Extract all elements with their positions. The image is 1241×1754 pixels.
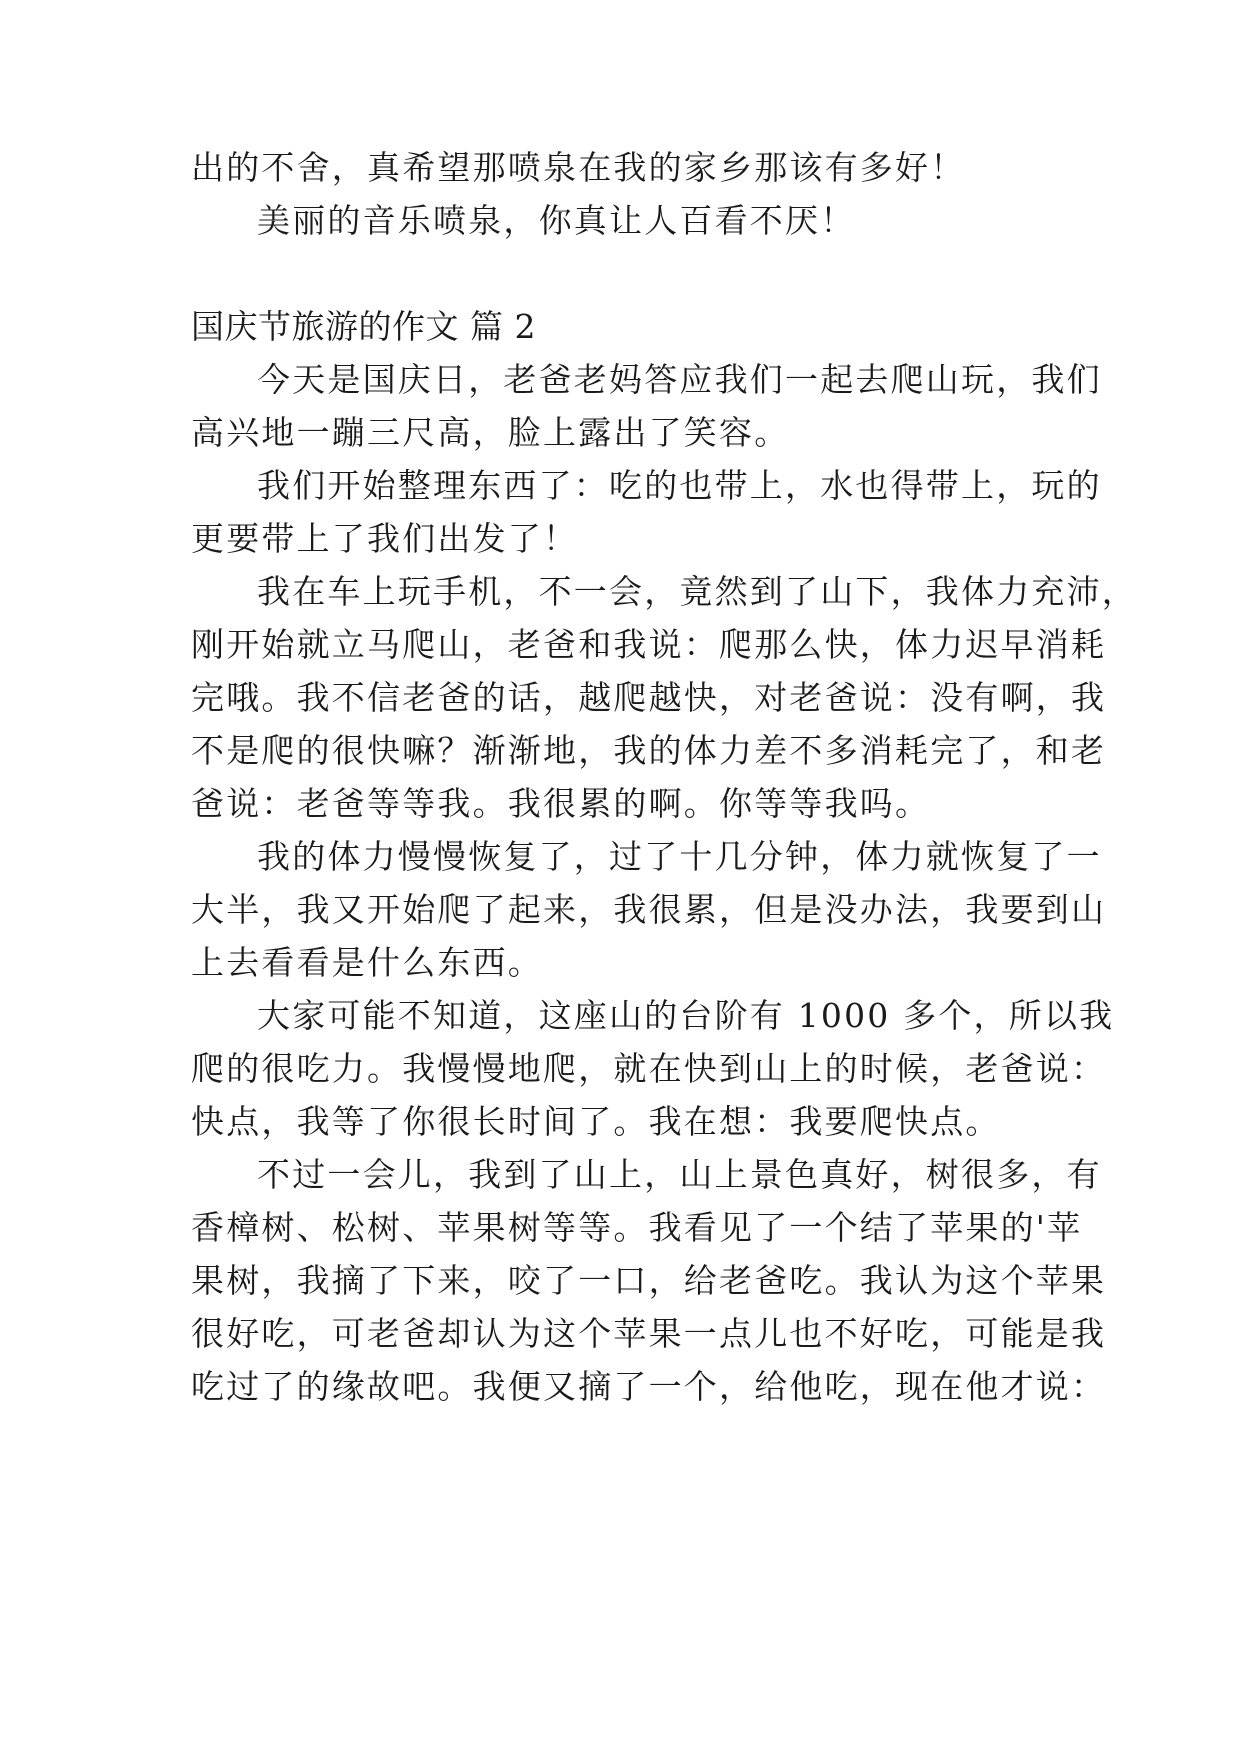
paragraph-line: 我们开始整理东西了：吃的也带上，水也得带上，玩的 [257, 466, 1102, 505]
paragraph-line: 爬的很吃力。我慢慢地爬，就在快到山上的时候，老爸说： [191, 1049, 1107, 1088]
paragraph-line: 高兴地一蹦三尺高，脸上露出了笑容。 [191, 413, 790, 452]
paragraph-line: 香樟树、松树、苹果树等等。我看见了一个结了苹果的'苹 [191, 1208, 1083, 1247]
paragraph-line: 快点，我等了你很长时间了。我在想：我要爬快点。 [191, 1102, 1001, 1141]
paragraph-line: 完哦。我不信老爸的话，越爬越快，对老爸说：没有啊，我 [191, 678, 1107, 717]
paragraph-line: 出的不舍，真希望那喷泉在我的家乡那该有多好！ [191, 148, 966, 187]
paragraph-line: 美丽的音乐喷泉，你真让人百看不厌！ [257, 201, 856, 240]
paragraph-line: 我在车上玩手机，不一会，竟然到了山下，我体力充沛， [257, 572, 1137, 611]
paragraph-line: 大半，我又开始爬了起来，我很累，但是没办法，我要到山 [191, 890, 1107, 929]
paragraph-line: 吃过了的缘故吧。我便又摘了一个，给他吃，现在他才说： [191, 1367, 1107, 1406]
paragraph-line: 今天是国庆日，老爸老妈答应我们一起去爬山玩，我们 [257, 360, 1102, 399]
paragraph-line: 刚开始就立马爬山，老爸和我说：爬那么快，体力迟早消耗 [191, 625, 1107, 664]
paragraph-line: 不是爬的很快嘛？渐渐地，我的体力差不多消耗完了，和老 [191, 731, 1107, 770]
paragraph-line: 不过一会儿，我到了山上，山上景色真好，树很多，有 [257, 1155, 1102, 1194]
section-title: 国庆节旅游的作文 篇 2 [191, 307, 536, 346]
paragraph-line: 上去看看是什么东西。 [191, 943, 543, 982]
paragraph-line: 我的体力慢慢恢复了，过了十几分钟，体力就恢复了一 [257, 837, 1102, 876]
paragraph-line: 爸说：老爸等等我。我很累的啊。你等等我吗。 [191, 784, 931, 823]
paragraph-line: 果树，我摘了下来，咬了一口，给老爸吃。我认为这个苹果 [191, 1261, 1107, 1300]
paragraph-line: 更要带上了我们出发了！ [191, 519, 579, 558]
paragraph-line: 很好吃，可老爸却认为这个苹果一点儿也不好吃，可能是我 [191, 1314, 1107, 1353]
paragraph-line: 大家可能不知道，这座山的台阶有 1000 多个，所以我 [257, 996, 1115, 1035]
